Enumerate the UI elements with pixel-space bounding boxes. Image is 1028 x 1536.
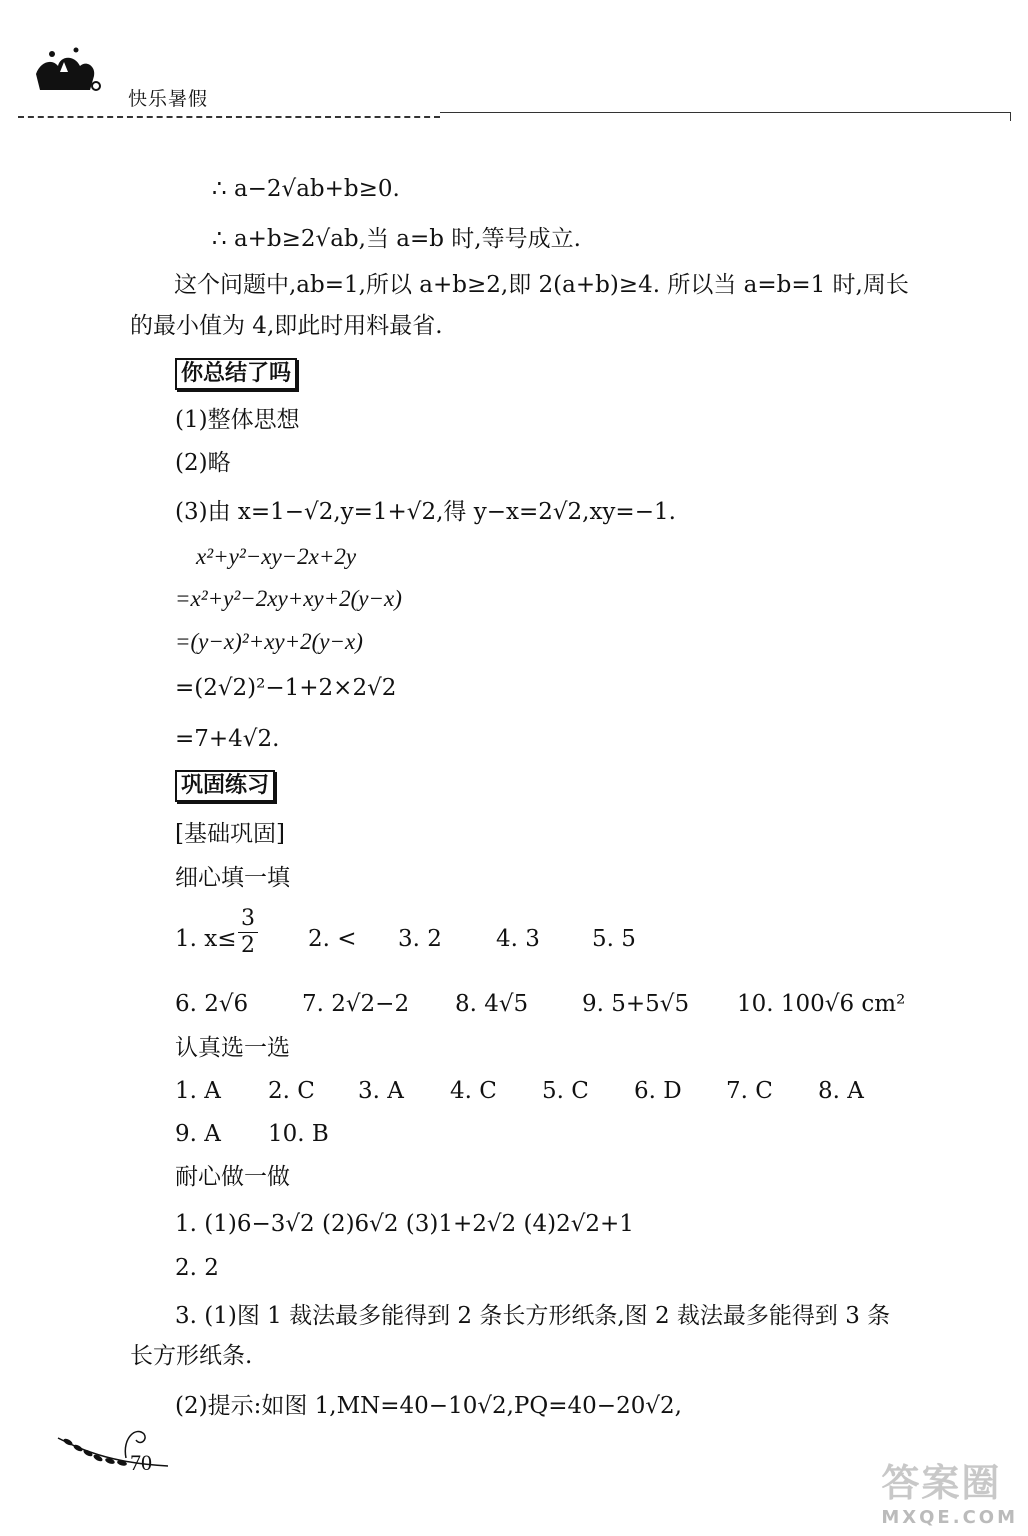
subheading-fill: 细心填一填 [175,865,290,891]
fill-answer: 10. 100√6 cm² [737,991,906,1017]
fill-answer: 3. 2 [398,926,442,952]
fill-answer: 2. < [308,926,357,952]
text-line: 的最小值为 4,即此时用料最省. [130,313,443,339]
choice-answer: 7. C [726,1078,773,1104]
fill-answer: 4. 3 [496,926,540,952]
watermark [881,1452,1018,1528]
header-solid-rule [440,112,1010,113]
section-heading-practice: 巩固练习 [175,770,275,802]
work-answer: 2. 2 [175,1255,219,1281]
watermark-cn: 答案圈 [881,1461,1002,1505]
header-rule-end [930,112,1011,121]
work-answer: 3. (1)图 1 裁法最多能得到 2 条长方形纸条,图 2 裁法最多能得到 3 条 [175,1303,891,1329]
fill-answer: 9. 5+5√5 [582,991,690,1017]
math-step: =(y−x)²+xy+2(y−x) [175,629,363,654]
math-step: x²+y²−xy−2x+2y [196,544,357,569]
choice-answer: 6. D [634,1078,682,1104]
math-step: =7+4√2. [175,726,280,752]
header-dashed-rule [18,116,440,118]
choice-answer: 3. A [358,1078,404,1104]
subheading-work: 耐心做一做 [175,1164,290,1190]
fill-answer: 5. 5 [592,926,636,952]
text-line: 这个问题中,ab=1,所以 a+b≥2,即 2(a+b)≥4. 所以当 a=b=1 时,周长 [174,272,909,298]
header-title: 快乐暑假 [128,88,209,110]
fraction [238,906,258,959]
footer-vine-icon [48,1418,178,1478]
fill-answer: 1. x≤ [175,926,237,952]
summary-item: (2)略 [175,450,231,476]
choice-answer: 8. A [818,1078,864,1104]
subheading-basic: [基础巩固] [175,821,285,847]
summary-item: (1)整体思想 [175,407,300,433]
math-step: =x²+y²−2xy+xy+2(y−x) [175,586,402,611]
fill-answer: 8. 4√5 [455,991,529,1017]
choice-answer: 1. A [175,1078,221,1104]
page-number: 70 [130,1450,152,1475]
fraction-numerator: 3 [238,906,258,933]
summary-item: (3)由 x=1−√2,y=1+√2,得 y−x=2√2,xy=−1. [175,499,676,525]
choice-answer: 4. C [450,1078,497,1104]
work-answer: (2)提示:如图 1,MN=40−10√2,PQ=40−20√2, [175,1393,682,1419]
text-line: ∴ a−2√ab+b≥0. [212,176,400,202]
choice-answer: 2. C [268,1078,315,1104]
subheading-choice: 认真选一选 [175,1035,290,1061]
choice-answer: 10. B [268,1121,329,1147]
work-answer: 1. (1)6−3√2 (2)6√2 (3)1+2√2 (4)2√2+1 [175,1211,634,1237]
fill-answer: 6. 2√6 [175,991,249,1017]
math-step: =(2√2)²−1+2×2√2 [175,675,397,701]
work-answer: 长方形纸条. [130,1343,253,1369]
header-logo-icon [30,44,102,96]
watermark-en: MXQE.COM [881,1507,1018,1528]
choice-answer: 5. C [542,1078,589,1104]
choice-answer: 9. A [175,1121,221,1147]
section-heading-summary: 你总结了吗 [175,358,297,390]
fraction-denominator: 2 [241,933,255,958]
fill-answer: 7. 2√2−2 [302,991,410,1017]
text-line: ∴ a+b≥2√ab,当 a=b 时,等号成立. [212,226,581,252]
